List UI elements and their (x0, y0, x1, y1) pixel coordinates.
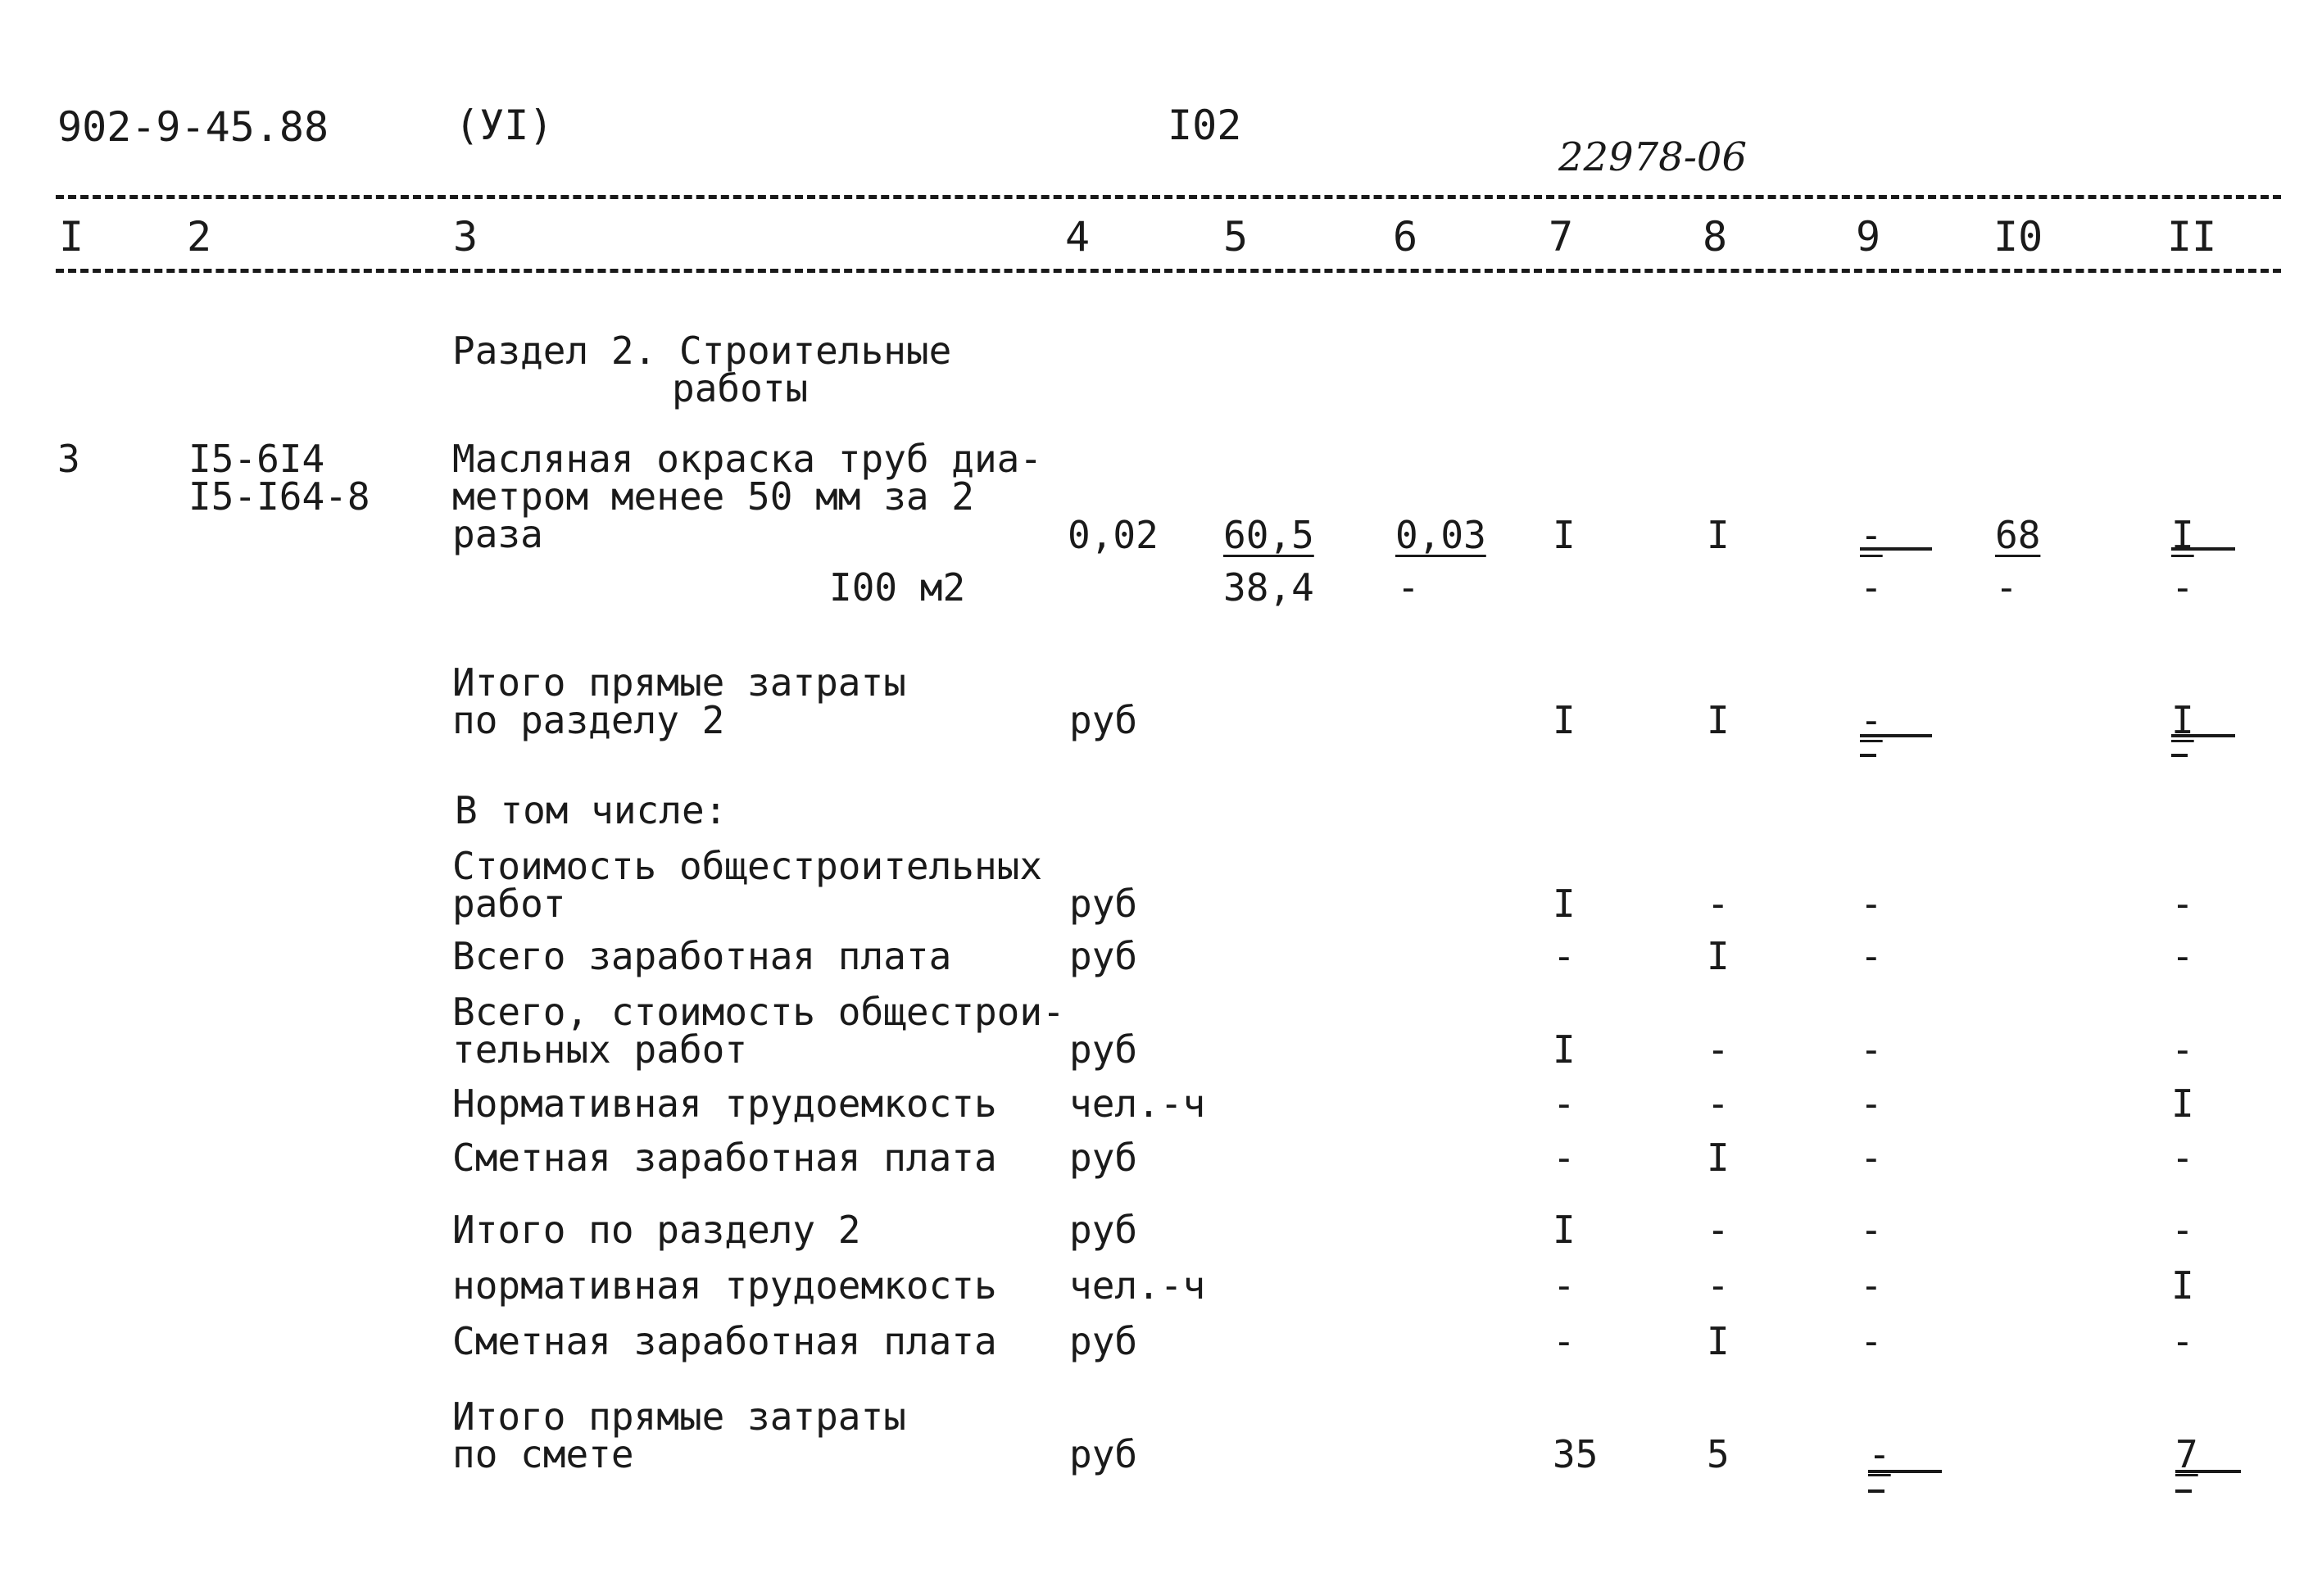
row-unit: руб (1069, 698, 1138, 742)
section-title: Раздел 2. Строительные (452, 329, 952, 373)
cost-value: - (2171, 934, 2194, 978)
row-label: Всего, стоимость общестрои- (452, 990, 1065, 1034)
cost-value: I (2171, 1263, 2194, 1308)
total-cost-value: - (2171, 565, 2194, 610)
total-cost-value: I (1707, 698, 1730, 742)
total-cost-value: I (2171, 698, 2194, 742)
cost-value: - (1553, 1319, 1576, 1363)
row-label: Сметная заработная плата (452, 1136, 997, 1180)
section-title-cont: работы (672, 366, 809, 410)
column-header: 7 (1549, 213, 1574, 261)
underline-mark (1860, 734, 1932, 737)
row-label: Всего заработная плата (452, 934, 952, 978)
cost-value: - (1707, 1263, 1730, 1308)
row-label: Итого прямые затраты (452, 660, 906, 705)
rate-code: I5-I64-8 (188, 474, 370, 519)
cost-value: I (1707, 1136, 1730, 1180)
row-unit: руб (1069, 1319, 1138, 1363)
cost-value: I (1707, 1319, 1730, 1363)
header-top-rule (56, 195, 2281, 199)
row-label: Сметная заработная плата (452, 1319, 997, 1363)
cost-value: - (2171, 1319, 2194, 1363)
item-quantity: 0,02 (1068, 513, 1159, 557)
column-header: 4 (1065, 213, 1091, 261)
underline-mark (2175, 1470, 2241, 1473)
row-label: Нормативная трудоемкость (452, 1081, 997, 1126)
column-header: 6 (1393, 213, 1418, 261)
cost-value: - (2171, 1208, 2194, 1252)
total-cost-value: - (1860, 513, 1883, 557)
double-underline-mark (1860, 754, 1876, 757)
row-label: по разделу 2 (452, 698, 725, 742)
underline-mark (1860, 547, 1932, 551)
cost-value: I (1553, 882, 1576, 926)
total-cost-value: I (1553, 513, 1576, 557)
cost-value: I (2171, 1081, 2194, 1126)
double-underline-mark (1868, 1489, 1884, 1493)
row-unit: руб (1069, 1208, 1138, 1252)
total-cost-value: I (2171, 513, 2194, 557)
item-unit: I00 м2 (829, 565, 966, 610)
cost-value: - (2171, 882, 2194, 926)
double-underline-mark (2171, 754, 2188, 757)
column-header: 3 (453, 213, 478, 261)
cost-value: - (1707, 1027, 1730, 1072)
column-header: II (2167, 213, 2217, 261)
cost-value: - (1860, 882, 1883, 926)
item-description: Масляная окраска труб диа- (452, 437, 1043, 481)
cost-value: - (1553, 1136, 1576, 1180)
row-unit: руб (1069, 1136, 1138, 1180)
underline-mark (2171, 734, 2235, 737)
column-header: 5 (1223, 213, 1249, 261)
grand-total-value: - (1868, 1432, 1891, 1476)
cost-value: - (1860, 1081, 1883, 1126)
including-label: В том числе: (455, 788, 728, 832)
page-number: I02 (1168, 102, 1242, 149)
grand-total-value: 35 (1553, 1432, 1599, 1476)
item-number: 3 (57, 437, 80, 481)
row-label: Итого по разделу 2 (452, 1208, 861, 1252)
row-unit: руб (1069, 1027, 1138, 1072)
grand-total-value: 5 (1707, 1432, 1730, 1476)
cost-value: - (1860, 1136, 1883, 1180)
document-code: 902-9-45.88 (57, 103, 329, 151)
row-unit: руб (1069, 934, 1138, 978)
cost-value: - (1553, 934, 1576, 978)
unit-cost-value: - (1397, 565, 1420, 610)
unit-cost-value: 0,03 (1395, 513, 1486, 557)
total-cost-value: - (1860, 565, 1883, 610)
cost-value: - (1860, 1027, 1883, 1072)
cost-value: - (1707, 1208, 1730, 1252)
rate-code: I5-6I4 (188, 437, 325, 481)
underline-mark (1868, 1470, 1942, 1473)
row-unit: чел.-ч (1069, 1263, 1206, 1308)
column-header: 8 (1703, 213, 1728, 261)
total-cost-value: - (1860, 698, 1883, 742)
total-cost-value: I (1707, 513, 1730, 557)
cost-value: - (1707, 1081, 1730, 1126)
underline-mark (2171, 547, 2235, 551)
grand-total-value: 7 (2175, 1432, 2198, 1476)
cost-value: - (1860, 1319, 1883, 1363)
total-cost-value: - (1995, 565, 2018, 610)
cost-value: I (1553, 1027, 1576, 1072)
row-label: Стоимость общестроительных (452, 844, 1043, 888)
header-bottom-rule (56, 269, 2281, 273)
cost-value: - (1860, 1208, 1883, 1252)
volume-number: (УI) (455, 102, 554, 149)
unit-cost-value: 60,5 (1223, 513, 1314, 557)
row-unit: чел.-ч (1069, 1081, 1206, 1126)
unit-cost-value: 38,4 (1223, 565, 1314, 610)
cost-value: - (1860, 934, 1883, 978)
column-header: I (59, 213, 84, 261)
row-label: Итого прямые затраты (452, 1394, 906, 1439)
row-label: тельных работ (452, 1027, 748, 1072)
row-label: нормативная трудоемкость (452, 1263, 997, 1308)
item-description: раза (452, 512, 543, 556)
row-label: по смете (452, 1432, 634, 1476)
total-cost-value: 68 (1995, 513, 2041, 557)
item-description: метром менее 50 мм за 2 (452, 474, 974, 519)
cost-value: - (2171, 1136, 2194, 1180)
cost-value: - (1860, 1263, 1883, 1308)
archive-number: 22978-06 (1558, 134, 1747, 180)
column-header: I0 (1993, 213, 2043, 261)
total-cost-value: I (1553, 698, 1576, 742)
cost-value: - (2171, 1027, 2194, 1072)
column-header: 9 (1856, 213, 1881, 261)
cost-value: I (1707, 934, 1730, 978)
column-header: 2 (187, 213, 212, 261)
cost-value: - (1707, 882, 1730, 926)
cost-value: - (1553, 1263, 1576, 1308)
row-label: работ (452, 882, 566, 926)
cost-value: I (1553, 1208, 1576, 1252)
cost-value: - (1553, 1081, 1576, 1126)
row-unit: руб (1069, 1432, 1138, 1476)
double-underline-mark (2175, 1489, 2192, 1493)
row-unit: руб (1069, 882, 1138, 926)
